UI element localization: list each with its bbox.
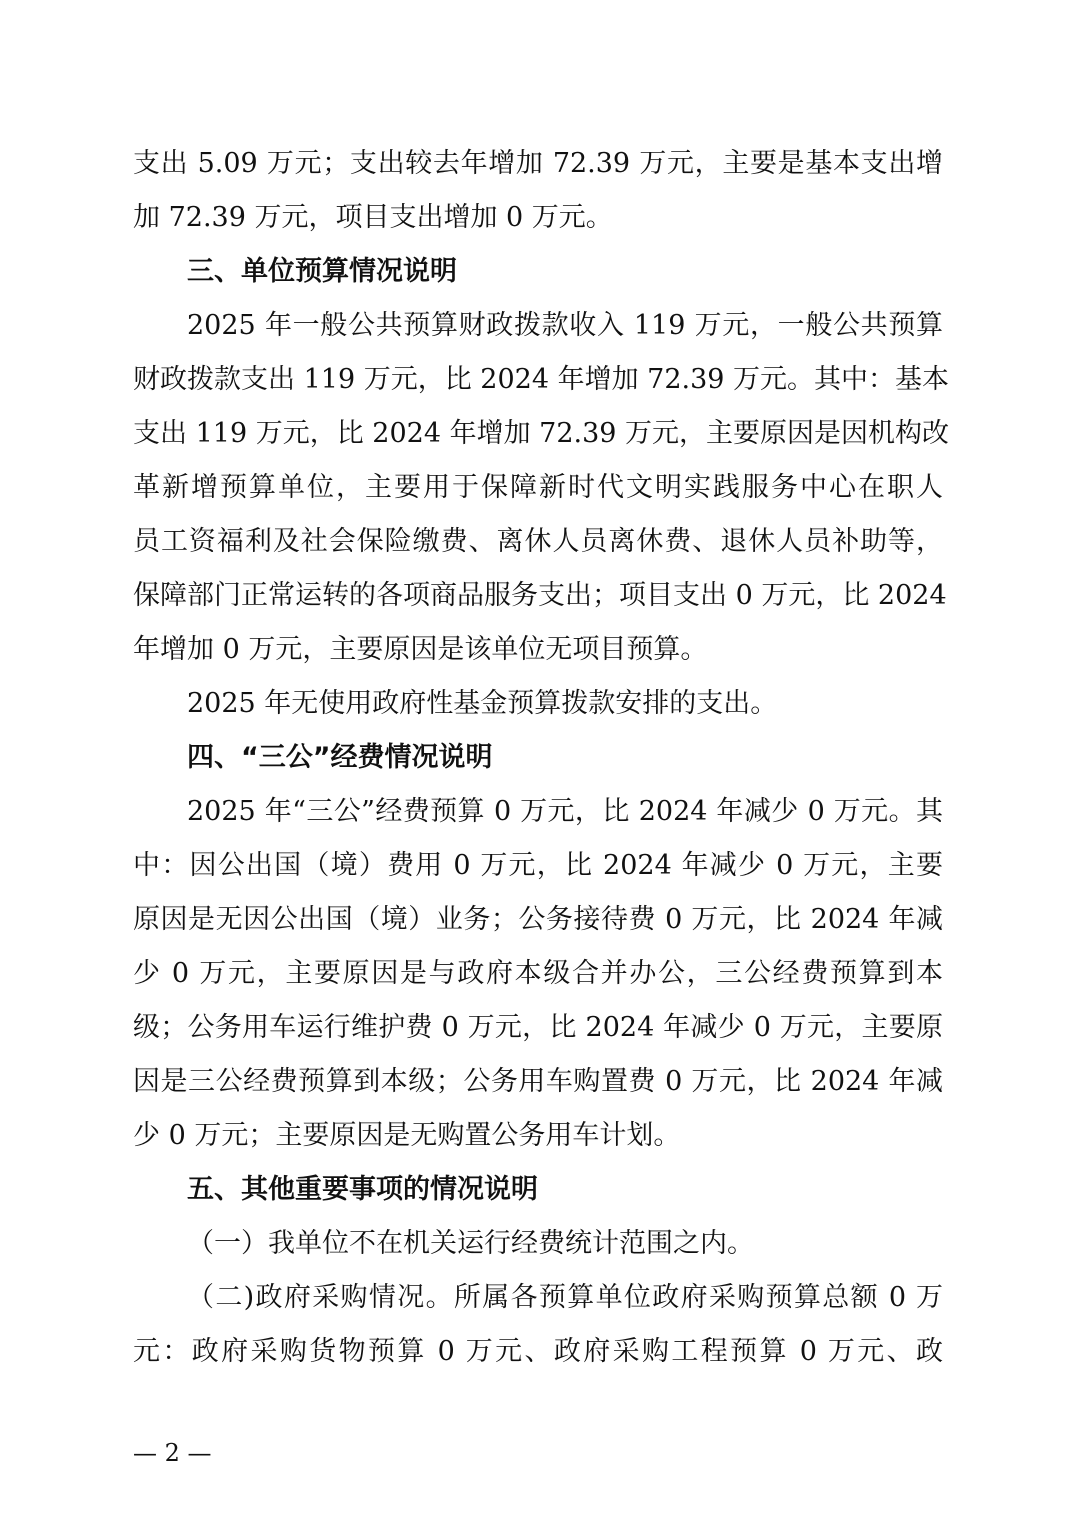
text-line: （一）我单位不在机关运行经费统计范围之内。 [187,1228,754,1259]
text-line: 支出 5.09 万元；支出较去年增加 72.39 万元，主要是基本支出增 [133,148,943,179]
text-line: 少 0 万元，主要原因是与政府本级合并办公，三公经费预算到本 [133,958,943,989]
text-line: 因是三公经费预算到本级；公务用车购置费 0 万元，比 2024 年减 [133,1066,943,1097]
page-number: — 2 — [133,1439,212,1467]
text-line: 中：因公出国（境）费用 0 万元，比 2024 年减少 0 万元，主要 [133,850,943,881]
text-line: 员工资福利及社会保险缴费、离休人员离休费、退休人员补助等， [133,526,943,557]
text-line: 革新增预算单位，主要用于保障新时代文明实践服务中心在职人 [133,472,943,503]
text-line: 2025 年一般公共预算财政拨款收入 119 万元，一般公共预算 [187,310,943,341]
text-line: 财政拨款支出 119 万元，比 2024 年增加 72.39 万元。其中：基本 [133,364,950,395]
section-heading: 五、其他重要事项的情况说明 [187,1174,538,1205]
text-line: 原因是无因公出国（境）业务；公务接待费 0 万元，比 2024 年减 [133,904,943,935]
text-line: 元：政府采购货物预算 0 万元、政府采购工程预算 0 万元、政 [133,1336,943,1367]
text-line: 支出 119 万元，比 2024 年增加 72.39 万元，主要原因是因机构改 [133,418,950,449]
text-line: 保障部门正常运转的各项商品服务支出；项目支出 0 万元，比 2024 [133,580,947,611]
text-line: 少 0 万元；主要原因是无购置公务用车计划。 [133,1120,681,1151]
text-line: （二)政府采购情况。所属各预算单位政府采购预算总额 0 万 [187,1282,943,1313]
text-line: 加 72.39 万元，项目支出增加 0 万元。 [133,202,613,233]
text-line: 2025 年“三公”经费预算 0 万元，比 2024 年减少 0 万元。其 [187,796,943,827]
section-heading: 三、单位预算情况说明 [187,256,457,287]
text-line: 2025 年无使用政府性基金预算拨款安排的支出。 [187,688,778,719]
section-heading: 四、“三公”经费情况说明 [187,742,493,773]
text-line: 年增加 0 万元，主要原因是该单位无项目预算。 [133,634,708,665]
text-line: 级；公务用车运行维护费 0 万元，比 2024 年减少 0 万元，主要原 [133,1012,943,1043]
